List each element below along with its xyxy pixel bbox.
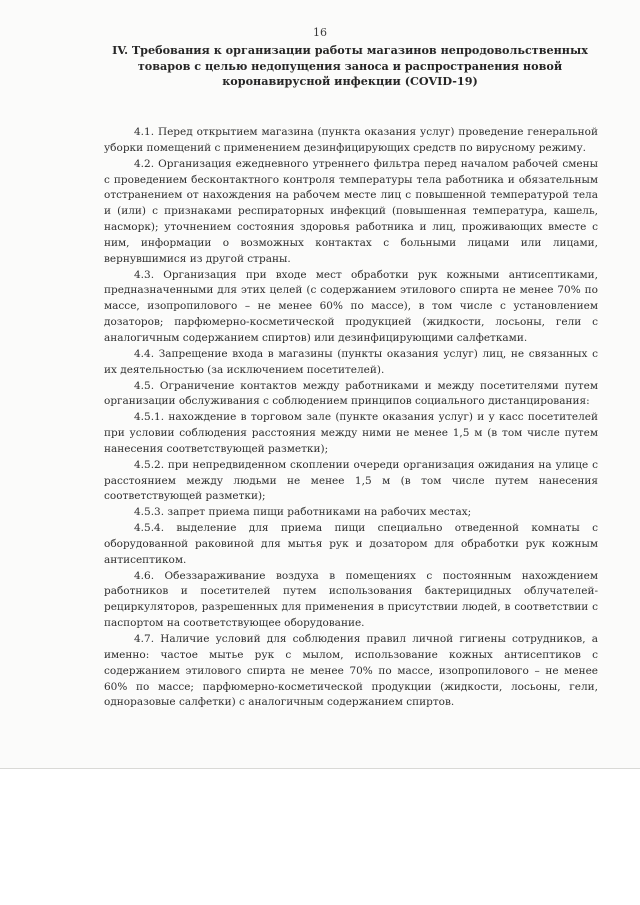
page-number: 16 <box>313 26 327 39</box>
paragraph-4-5-2: 4.5.2. при непредвиденном скоплении очереди организация ожидания на улице с расстоянием между людьми не менее 1,5 м (в том числе путем нанесения соответствующей разметки); <box>104 458 598 503</box>
paragraph-4-5-4: 4.5.4. выделение для приема пищи специально отведенной комнаты с оборудованной раковиной для мытья рук и дозатором для обработки рук кожным антисептиком. <box>104 522 598 566</box>
paragraph-4-3: 4.3. Организация при входе мест обработки рук кожными антисептиками, предназначенными для этих целей (с содержанием этилового спирта не менее 70% по массе, изопропилового – не менее 60% по массе), в том числе с установлением дозаторов; парфюмерно-косметической продукцией (жидкости, лосьоны, гели с аналогичным содержанием спиртов) или дезинфицирующими салфетками. <box>104 268 598 344</box>
paragraph-4-5: 4.5. Ограничение контактов между работниками и между посетителями путем организации обслуживания с соблюдением принципов социального дистанцирования: <box>104 379 598 408</box>
paragraph-4-7: 4.7. Наличие условий для соблюдения правил личной гигиены сотрудников, а именно: частое мытье рук с мылом, использование кожных антисептиков с содержанием этилового спирта не менее 70% по массе, изопропилового – не менее 60% по массе; парфюмерно-косметической продукции (жидкости, лосьоны, гели, одноразовые салфетки) с аналогичным содержанием спиртов. <box>104 633 598 709</box>
paragraph-4-5-1: 4.5.1. нахождение в торговом зале (пункте оказания услуг) и у касс посетителей при условии соблюдения расстояния между ними не менее 1,5 м (в том числе путем нанесения соответствующей разметки); <box>104 411 598 455</box>
section-body <box>104 125 598 711</box>
paragraph-4-5-3: 4.5.3. запрет приема пищи работниками на рабочих местах; <box>134 506 472 519</box>
paragraph-4-2: 4.2. Организация ежедневного утреннего фильтра перед началом рабочей смены с проведением бесконтактного контроля температуры тела работника и обязательным отстранением от нахождения на рабочем месте лиц с повышенной температурой тела и (или) с признаками респираторных инфекций (повышенная температура, кашель, насморк); уточнением состояния здоровья работника и лиц, проживающих вместе с ним, информации о возможных контактах с больными лицами или лицами, вернувшимися из другой страны. <box>104 157 598 265</box>
paragraph-4-4: 4.4. Запрещение входа в магазины (пункты оказания услуг) лиц, не связанных с их деятельностью (за исключением посетителей). <box>104 347 598 376</box>
paragraph-4-1: 4.1. Перед открытием магазина (пункта оказания услуг) проведение генеральной уборки помещений с применением дезинфицирующих средств по вирусному режиму. <box>104 126 598 154</box>
section-heading: IV. Требования к организации работы магазинов непродовольственных товаров с целью недопущения заноса и распространения новой коронавирусной инфекции (COVID-19) <box>112 43 588 88</box>
paragraph-4-6: 4.6. Обеззараживание воздуха в помещениях с постоянным нахождением работников и посетителей путем использования бактерицидных облучателей-рециркуляторов, разрешенных для применения в присутствии людей, в соответствии с паспортом на соответствующее оборудование. <box>104 569 598 630</box>
